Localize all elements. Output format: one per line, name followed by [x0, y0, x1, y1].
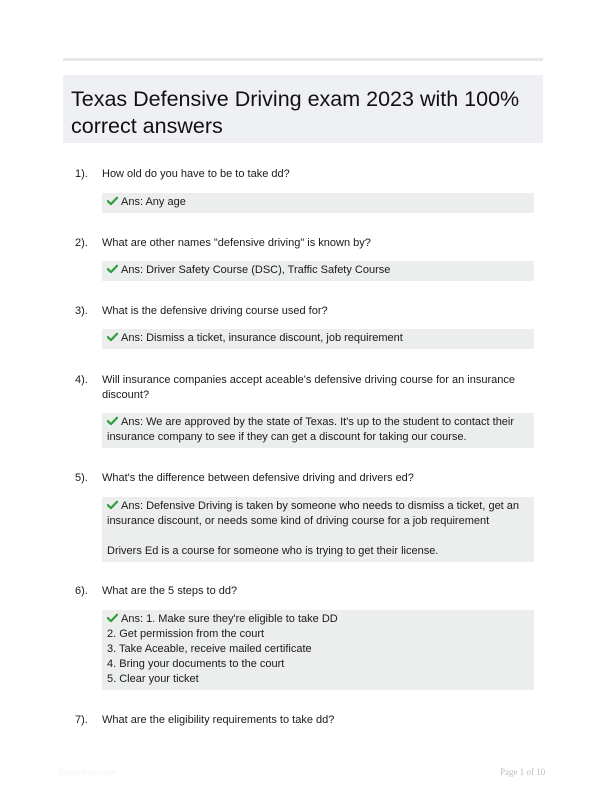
check-mark-icon — [107, 416, 118, 426]
answer-line: 2. Get permission from the court — [107, 628, 265, 640]
question-number: 6). — [75, 585, 88, 597]
answer-line: Ans: 1. Make sure they're eligible to take DD — [107, 612, 528, 627]
answer-box — [102, 261, 534, 281]
answer-line: Ans: Any age — [107, 195, 528, 210]
question-text: What are other names "defensive driving" is known by? — [102, 237, 371, 249]
page-number: Page 1 of 10 — [500, 767, 546, 777]
answer-line: 3. Take Aceable, receive mailed certificate — [107, 643, 312, 655]
question-number: 1). — [75, 168, 88, 180]
question-number: 5). — [75, 472, 88, 484]
top-rule — [63, 58, 543, 61]
answer-line: insurance company to see if they can get a discount for taking our course. — [107, 431, 467, 443]
answer-line: 4. Bring your documents to the court — [107, 658, 285, 670]
footer-watermark: Papersflow.com — [58, 767, 116, 777]
answer-line: 5. Clear your ticket — [107, 673, 199, 685]
answer-box — [102, 497, 534, 562]
answer-line: insurance discount, or needs some kind of driving course for a job requirement — [107, 515, 490, 527]
title-box — [63, 75, 543, 143]
question-text: What is the defensive driving course used for? — [102, 305, 328, 317]
answer-line: Drivers Ed is a course for someone who is trying to get their license. — [107, 545, 439, 557]
check-mark-icon — [107, 332, 118, 342]
answer-box — [102, 413, 534, 448]
question-text: What's the difference between defensive driving and drivers ed? — [102, 472, 414, 484]
question-text: What are the eligibility requirements to take dd? — [102, 714, 335, 726]
answer-box — [102, 610, 534, 690]
answer-line: Ans: Driver Safety Course (DSC), Traffic Safety Course — [107, 263, 528, 278]
check-mark-icon — [107, 500, 118, 510]
question-text: How old do you have to be to take dd? — [102, 168, 290, 180]
question-number: 4). — [75, 374, 88, 386]
check-mark-icon — [107, 264, 118, 274]
question-number: 7). — [75, 714, 88, 726]
question-text: Will insurance companies accept aceable's defensive driving course for an insurance discount? — [102, 374, 515, 401]
question-number: 2). — [75, 237, 88, 249]
answer-box — [102, 329, 534, 349]
question-number: 3). — [75, 305, 88, 317]
answer-line: Ans: Defensive Driving is taken by someone who needs to dismiss a ticket, get an — [107, 499, 528, 514]
answer-blank-line — [107, 529, 528, 544]
answer-box — [102, 193, 534, 213]
question-text: What are the 5 steps to dd? — [102, 585, 238, 597]
answer-line: Ans: We are approved by the state of Texas. It's up to the student to contact their — [107, 415, 528, 430]
check-mark-icon — [107, 196, 118, 206]
check-mark-icon — [107, 613, 118, 623]
answer-line: Ans: Dismiss a ticket, insurance discount, job requirement — [107, 331, 528, 346]
document-title: Texas Defensive Driving exam 2023 with 100% correct answers — [71, 87, 520, 138]
